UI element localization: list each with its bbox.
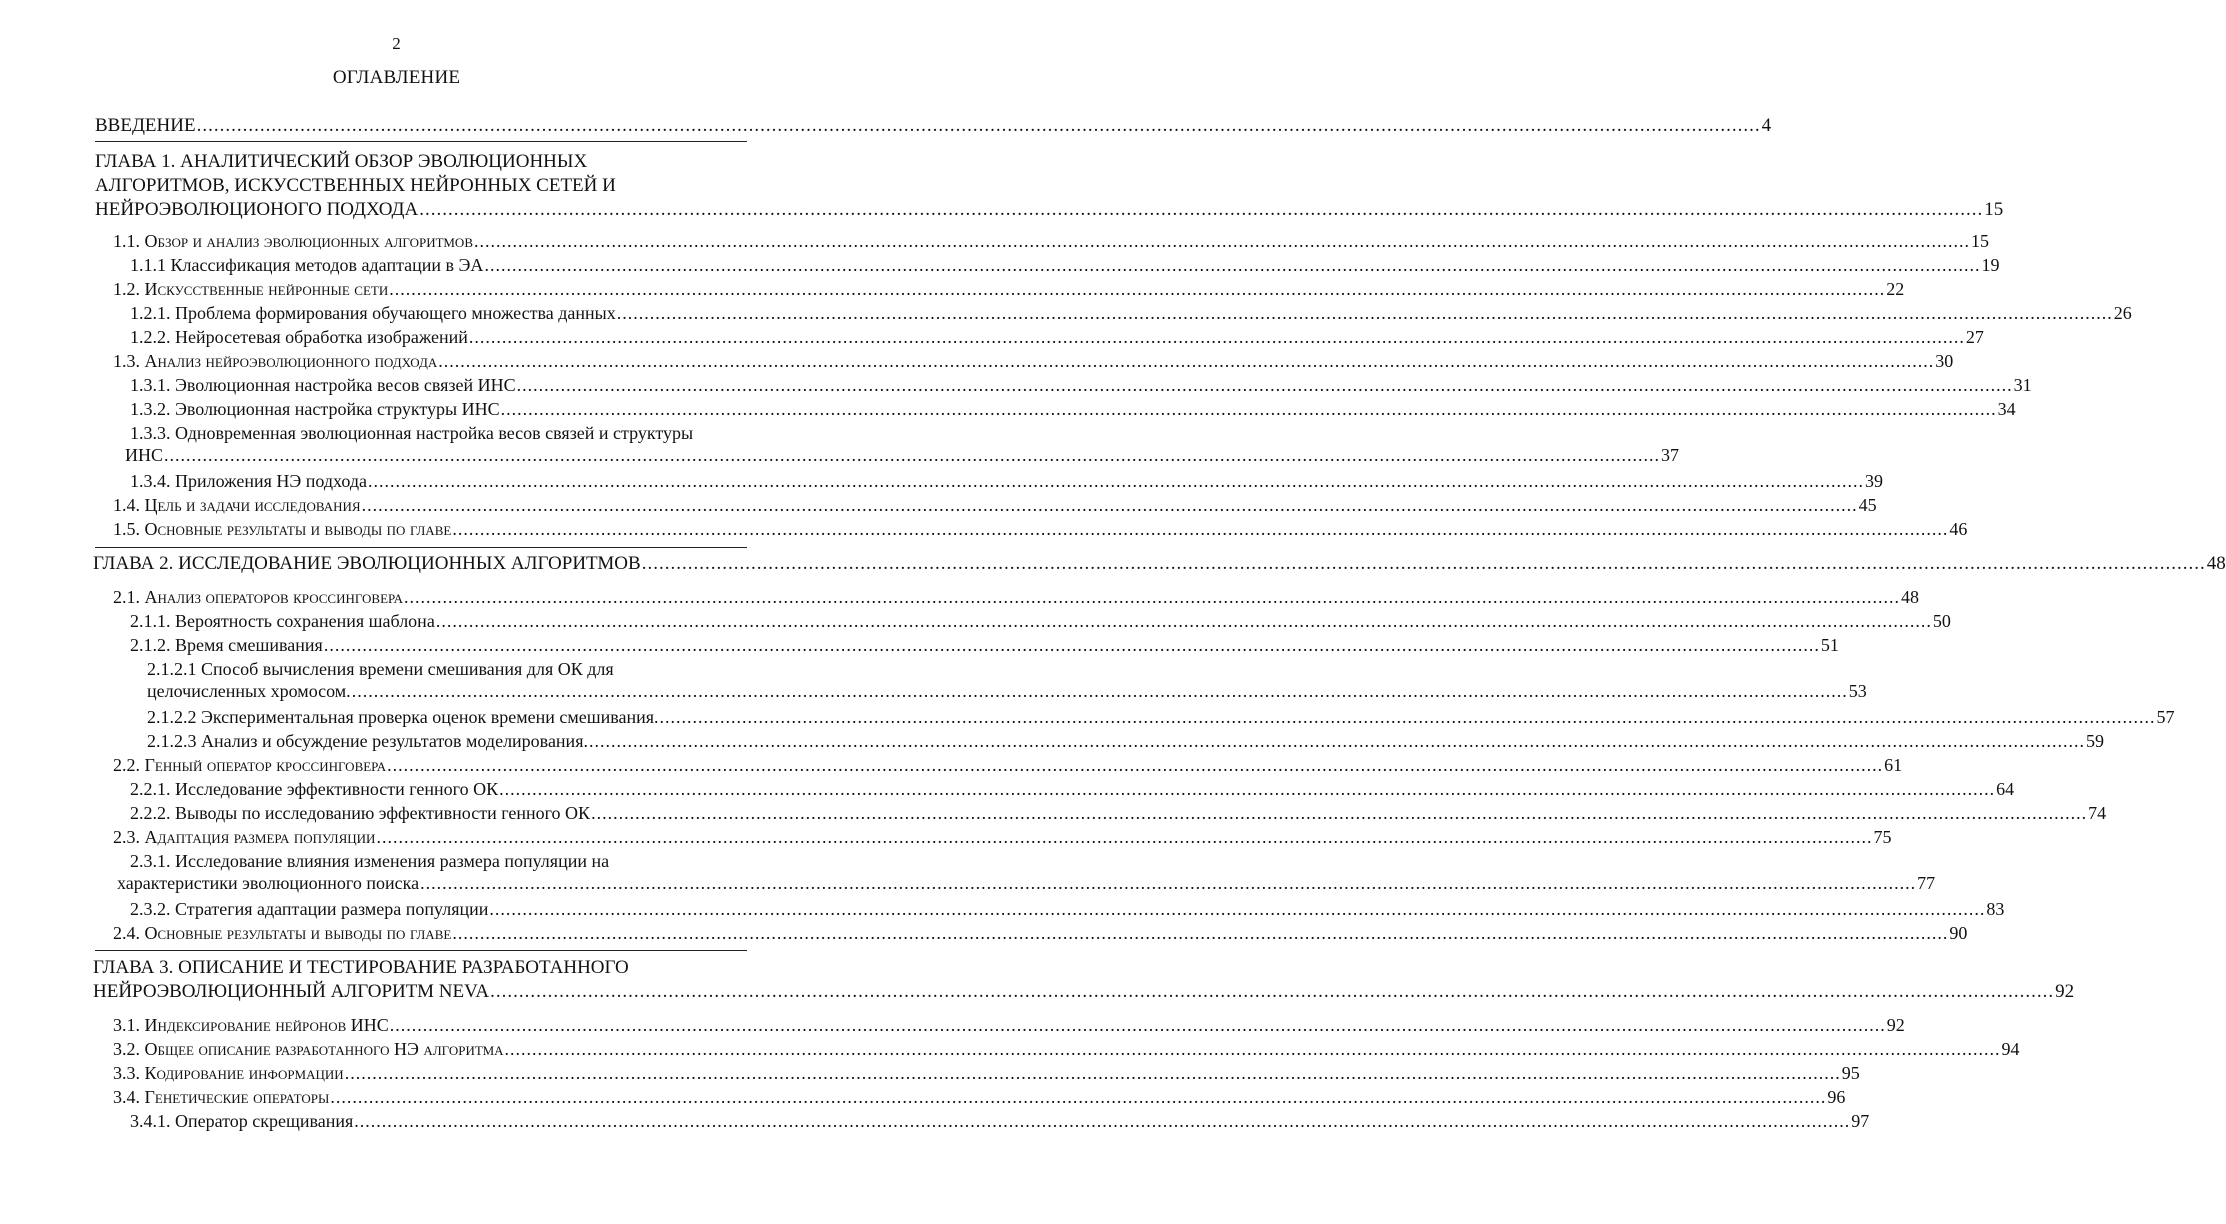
leader-dots <box>452 922 1948 944</box>
page-title: ОГЛАВЛЕНИЕ <box>332 67 461 88</box>
toc-page-number: 4 <box>1761 115 1772 136</box>
toc-page-number: 37 <box>1661 445 1680 465</box>
toc-entry-text: 1.1. Обзор и анализ эволюционных алгоритмов <box>113 231 473 251</box>
toc-page-number: 53 <box>1848 681 1867 701</box>
leader-dots <box>354 1110 1850 1132</box>
toc-page-number: 57 <box>2156 707 2175 727</box>
toc-entry-1-3-1[interactable] <box>130 374 2032 396</box>
toc-page-number: 31 <box>2013 375 2032 395</box>
toc-page-number: 26 <box>2113 303 2132 323</box>
toc-entry-text: 2.4. Основные результаты и выводы по главе <box>113 923 452 943</box>
toc-entry-chapter-3[interactable] <box>93 956 2075 1004</box>
toc-entry-text: 3.4. Генетические операторы <box>113 1087 330 1107</box>
toc-entry-3-4-1[interactable] <box>130 1110 1870 1132</box>
toc-entry-chapter-1[interactable] <box>95 150 2004 222</box>
leader-dots <box>345 1062 1841 1084</box>
toc-entry-1-2-1[interactable] <box>130 302 2132 324</box>
toc-page-number: 30 <box>1935 351 1954 371</box>
toc-page-number: 46 <box>1949 519 1968 539</box>
toc-entry-3-3[interactable] <box>113 1062 1860 1084</box>
toc-page-number: 59 <box>2085 731 2104 751</box>
toc-entry-text: 3.3. Кодирование информации <box>113 1063 344 1083</box>
leader-dots <box>505 1038 2001 1060</box>
toc-entry-text: 1.3.2. Эволюционная настройка структуры ИНС <box>130 399 500 419</box>
toc-entry-text: 1.3.1. Эволюционная настройка весов связей ИНС <box>130 375 516 395</box>
toc-page-number: 15 <box>1971 231 1989 251</box>
toc-page-number: 61 <box>1884 755 1903 775</box>
leader-dots <box>501 398 1997 420</box>
toc-page-number: 22 <box>1886 279 1905 299</box>
separator-line <box>95 950 747 951</box>
toc-entry-2-2-2[interactable] <box>130 802 2107 824</box>
toc-entry-intro[interactable] <box>95 114 1772 138</box>
page-number: 2 <box>392 34 401 53</box>
leader-dots <box>474 230 1970 252</box>
toc-entry-1-3-2[interactable] <box>130 398 2016 420</box>
toc-entry-text-line: АЛГОРИТМОВ, ИСКУССТВЕННЫХ НЕЙРОННЫХ СЕТЕЙ И <box>95 175 616 196</box>
toc-page-number: 95 <box>1841 1063 1860 1083</box>
toc-entry-3-4[interactable] <box>113 1086 1846 1108</box>
leader-dots <box>642 552 2206 576</box>
leader-dots <box>452 518 1948 540</box>
toc-page-number: 51 <box>1820 635 1839 655</box>
toc-page-number: 45 <box>1858 495 1877 515</box>
toc-entry-text-line: 2.1.2.1 Способ вычисления времени смешивания для ОК для <box>147 659 614 679</box>
toc-page-number: 97 <box>1851 1111 1870 1131</box>
toc-page-number: 94 <box>2001 1039 2020 1059</box>
toc-entry-text: 1.2.1. Проблема формирования обучающего множества данных <box>130 303 616 323</box>
toc-entry-2-3-1[interactable] <box>117 850 1936 894</box>
toc-entry-2-3-2[interactable] <box>130 898 2005 920</box>
toc-entry-2-2[interactable] <box>113 754 1903 776</box>
leader-dots <box>489 898 1985 920</box>
toc-page-number: 96 <box>1827 1087 1846 1107</box>
leader-dots <box>419 198 1983 222</box>
toc-entry-text: 2.1.1. Вероятность сохранения шаблона <box>130 611 435 631</box>
leader-dots <box>438 350 1934 372</box>
leader-dots <box>376 826 1872 848</box>
leader-dots <box>368 470 1864 492</box>
leader-dots <box>390 1014 1886 1036</box>
toc-entry-2-1-1[interactable] <box>130 610 1951 632</box>
leader-dots <box>404 586 1900 608</box>
toc-entry-text: характеристики эволюционного поиска <box>117 873 420 893</box>
toc-entry-3-2[interactable] <box>113 1038 2020 1060</box>
toc-entry-2-1-2[interactable] <box>130 634 1839 656</box>
leader-dots <box>591 802 2087 824</box>
leader-dots <box>469 326 1965 348</box>
toc-entry-text: 1.4. Цель и задачи исследования <box>113 495 361 515</box>
toc-entry-1-1[interactable] <box>113 230 1989 252</box>
toc-page-number: 77 <box>1917 873 1936 893</box>
toc-page-number: 90 <box>1949 923 1968 943</box>
toc-page-number: 92 <box>1886 1015 1905 1035</box>
toc-entry-1-5[interactable] <box>113 518 1968 540</box>
toc-entry-1-3-4[interactable] <box>130 470 1883 492</box>
leader-dots <box>660 706 2156 728</box>
toc-entry-text: ИНС <box>125 445 164 465</box>
toc-entry-2-1-2-3[interactable] <box>147 730 2104 752</box>
toc-entry-text: 2.3.2. Стратегия адаптации размера популяции <box>130 899 489 919</box>
toc-entry-text: 3.4.1. Оператор скрещивания <box>130 1111 354 1131</box>
toc-entry-text: 2.1.2.3 Анализ и обсуждение результатов моделирования. <box>147 731 588 751</box>
toc-page-number: 74 <box>2088 803 2107 823</box>
leader-dots <box>389 278 1885 300</box>
toc-entry-text-line: ГЛАВА 3. ОПИСАНИЕ И ТЕСТИРОВАНИЕ РАЗРАБОТАННОГО <box>93 957 629 978</box>
toc-entry-text: 2.1. Анализ операторов кроссинговера <box>113 587 403 607</box>
toc-entry-1-3[interactable] <box>113 350 1954 372</box>
toc-entry-text: 1.2. Искусственные нейронные сети <box>113 279 389 299</box>
toc-page-number: 92 <box>2055 981 2075 1002</box>
toc-entry-text: 1.5. Основные результаты и выводы по главе <box>113 519 452 539</box>
leader-dots <box>324 634 1820 656</box>
toc-page-number: 64 <box>1996 779 2015 799</box>
toc-entry-2-1[interactable] <box>113 586 1919 608</box>
toc-page-number: 39 <box>1865 471 1883 491</box>
toc-entry-text: НЕЙРОЭВОЛЮЦИОННЫЙ АЛГОРИТМ NEVA <box>93 981 490 1002</box>
leader-dots <box>499 778 1995 800</box>
toc-entry-2-4[interactable] <box>113 922 1968 944</box>
toc-entry-2-2-1[interactable] <box>130 778 2015 800</box>
toc-entry-1-4[interactable] <box>113 494 1877 516</box>
leader-dots <box>490 980 2054 1004</box>
toc-page-number: 34 <box>1997 399 2016 419</box>
toc-entry-1-1-1[interactable] <box>130 254 2000 276</box>
toc-entry-text: 2.1.2.2 Экспериментальная проверка оценок времени смешивания. <box>147 707 659 727</box>
toc-page-number: 27 <box>1965 327 1984 347</box>
leader-dots <box>436 610 1932 632</box>
toc-page-number: 15 <box>1984 199 2004 220</box>
toc-entry-text: 2.2. Генный оператор кроссинговера <box>113 755 387 775</box>
leader-dots <box>330 1086 1826 1108</box>
toc-entry-text: 3.1. Индексирование нейронов ИНС <box>113 1015 389 1035</box>
toc-entry-text: НЕЙРОЭВОЛЮЦИОНОГО ПОДХОДА <box>95 199 419 220</box>
toc-page-number: 48 <box>1901 587 1919 607</box>
leader-dots <box>517 374 2013 396</box>
leader-dots <box>589 730 2085 752</box>
leader-dots <box>617 302 2113 324</box>
toc-entry-text: 2.2.1. Исследование эффективности генного ОК <box>130 779 499 799</box>
toc-entry-2-3[interactable] <box>113 826 1892 848</box>
toc-entry-1-3-3[interactable] <box>125 422 1680 466</box>
toc-entry-text-line: 1.3.3. Одновременная эволюционная настройка весов связей и структуры <box>130 423 694 443</box>
leader-dots <box>197 114 1761 138</box>
toc-page-number: 50 <box>1932 611 1951 631</box>
toc-entry-text-line: 2.3.1. Исследование влияния изменения размера популяции на <box>130 851 610 871</box>
toc-entry-text: 2.1.2. Время смешивания <box>130 635 323 655</box>
toc-entry-text: 1.3.4. Приложения НЭ подхода <box>130 471 367 491</box>
toc-page-number: 19 <box>1981 255 2000 275</box>
toc-entry-text: 2.3. Адаптация размера популяции <box>113 827 376 847</box>
separator-line <box>95 547 747 548</box>
toc-entry-text: 2.2.2. Выводы по исследованию эффективности генного ОК <box>130 803 591 823</box>
leader-dots <box>387 754 1883 776</box>
toc-entry-text: ГЛАВА 2. ИССЛЕДОВАНИЕ ЭВОЛЮЦИОННЫХ АЛГОРИТМОВ <box>93 553 641 574</box>
toc-entry-1-2[interactable] <box>113 278 1905 300</box>
toc-entry-2-1-2-1[interactable] <box>147 658 1867 702</box>
toc-entry-text: ВВЕДЕНИЕ <box>95 115 196 136</box>
toc-entry-2-1-2-2[interactable] <box>147 706 2175 728</box>
leader-dots <box>420 872 1916 894</box>
toc-entry-text-line: ГЛАВА 1. АНАЛИТИЧЕСКИЙ ОБЗОР ЭВОЛЮЦИОННЫХ <box>95 151 588 172</box>
toc-entry-text: 1.1.1 Классификация методов адаптации в ЭА <box>130 255 484 275</box>
toc-page-number: 48 <box>2206 553 2226 574</box>
toc-entry-text: 1.3. Анализ нейроэволюционного подхода <box>113 351 438 371</box>
leader-dots <box>362 494 1858 516</box>
toc-entry-1-2-2[interactable] <box>130 326 1984 348</box>
toc-entry-3-1[interactable] <box>113 1014 1905 1036</box>
toc-page-number: 75 <box>1873 827 1892 847</box>
toc-entry-chapter-2[interactable] <box>93 552 2226 576</box>
leader-dots <box>164 444 1660 466</box>
leader-dots <box>484 254 1980 276</box>
separator-line <box>95 141 747 142</box>
leader-dots <box>352 680 1848 702</box>
toc-page-number: 83 <box>1986 899 2005 919</box>
toc-entry-text: целочисленных хромосом. <box>147 681 351 701</box>
toc-entry-text: 3.2. Общее описание разработанного НЭ алгоритма <box>113 1039 504 1059</box>
toc-entry-text: 1.2.2. Нейросетевая обработка изображений <box>130 327 468 347</box>
